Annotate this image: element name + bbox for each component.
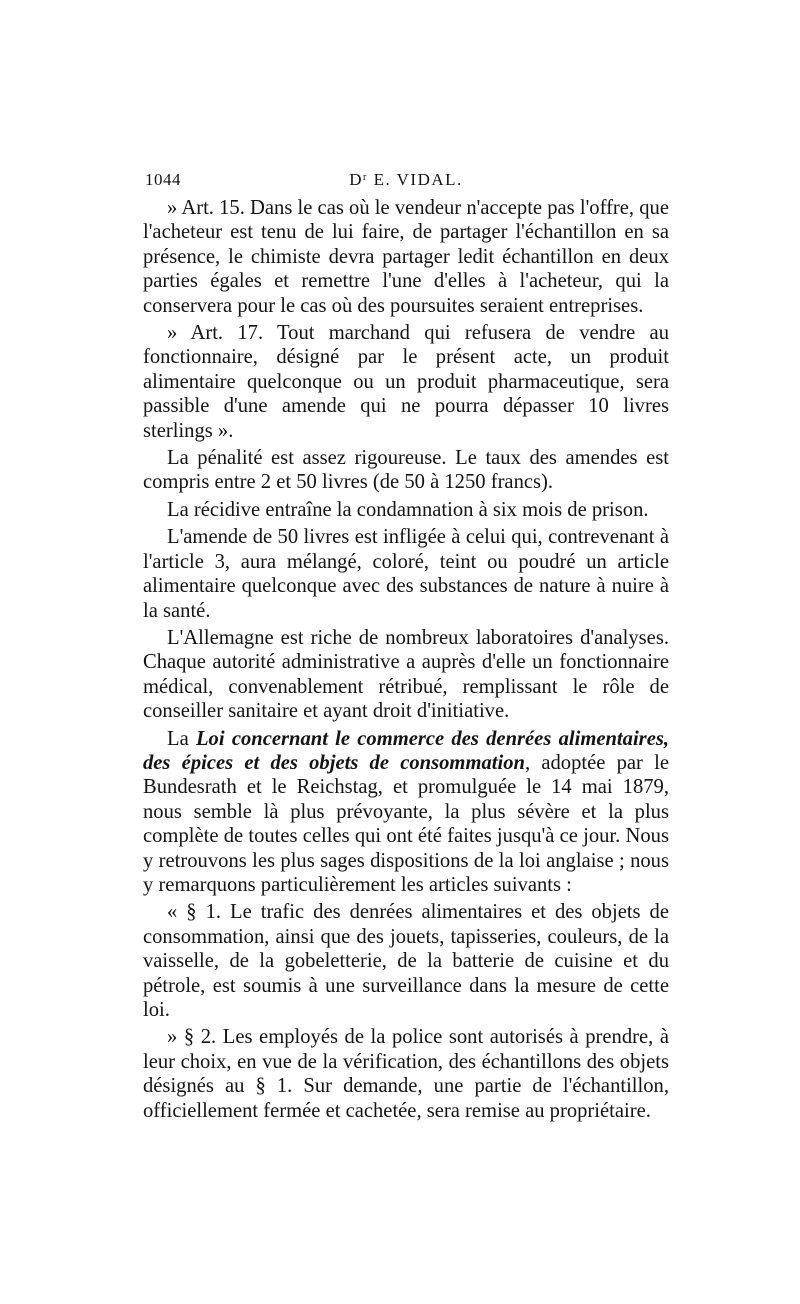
paragraph-loi	[143, 727, 669, 898]
paragraph-art-15: » Art. 15. Dans le cas où le vendeur n'accepte pas l'offre, que l'acheteur est tenu de lui faire, de partager l'échantillon en sa présence, le chimiste devra partager ledit échantillon en deux parties égales et remettre l'une d'elles à l'acheteur, qui la conservera pour le cas où des poursuites seraient entreprises.	[143, 197, 669, 317]
author-superscript: r	[362, 172, 368, 183]
running-head-author	[143, 170, 669, 190]
paragraph-penalite: La pénalité est assez rigoureuse. Le taux des amendes est compris entre 2 et 50 livres (de 50 à 1250 francs).	[143, 447, 669, 494]
loi-intro: La	[167, 727, 196, 750]
loi-title: Loi concernant le commerce des denrées alimentaires, des épices et des objets de consommation	[143, 727, 669, 774]
paragraph-amende: L'amende de 50 livres est infligée à celui qui, contrevenant à l'article 3, aura mélangé, coloré, teint ou poudré un article alimentaire quelconque avec des substances de nature à nuire à la santé.	[143, 526, 669, 622]
paragraph-allemagne: L'Allemagne est riche de nombreux laboratoires d'analyses. Chaque autorité administrative a auprès d'elle un fonctionnaire médical, convenablement rétribué, remplissant le rôle de conseiller sanitaire et ayant droit d'initiative.	[143, 626, 669, 723]
book-page	[143, 170, 669, 1123]
paragraph-art-17: » Art. 17. Tout marchand qui refusera de vendre au fonctionnaire, désigné par le présent acte, un produit alimentaire quelconque ou un produit pharmaceutique, sera passible d'une amende qui ne pourra dépasser 10 livres sterlings ».	[143, 322, 669, 442]
running-head	[143, 170, 669, 196]
page-number: 1044	[145, 170, 181, 189]
author-prefix: D	[349, 170, 363, 189]
author-name: E. VIDAL.	[373, 170, 463, 189]
paragraph-recidive: La récidive entraîne la condamnation à six mois de prison.	[167, 498, 649, 521]
loi-rest: , adoptée par le Bundesrath et le Reichstag, et promulguée le 14 mai 1879, nous semble là plus prévoyante, la plus sévère et la plus complète de toutes celles qui ont été faites jusqu'à ce jour. Nous y retrouvons les plus sages dispositions de la loi anglaise ; nous y remarquons particulièrement les articles suivants :	[143, 751, 669, 896]
body-text	[143, 196, 669, 1123]
paragraph-section-1: « § 1. Le trafic des denrées alimentaires et des objets de consommation, ainsi que des jouets, tapisseries, couleurs, de la vaisselle, de la gobeletterie, de la batterie de cuisine et du pétrole, est soumis à une surveillance dans la mesure de cette loi.	[143, 901, 669, 1021]
paragraph-section-2: » § 2. Les employés de la police sont autorisés à prendre, à leur choix, en vue de la vérification, des échantillons des objets désignés au § 1. Sur demande, une partie de l'échantillon, officiellement fermée et cachetée, sera remise au propriétaire.	[143, 1026, 669, 1122]
